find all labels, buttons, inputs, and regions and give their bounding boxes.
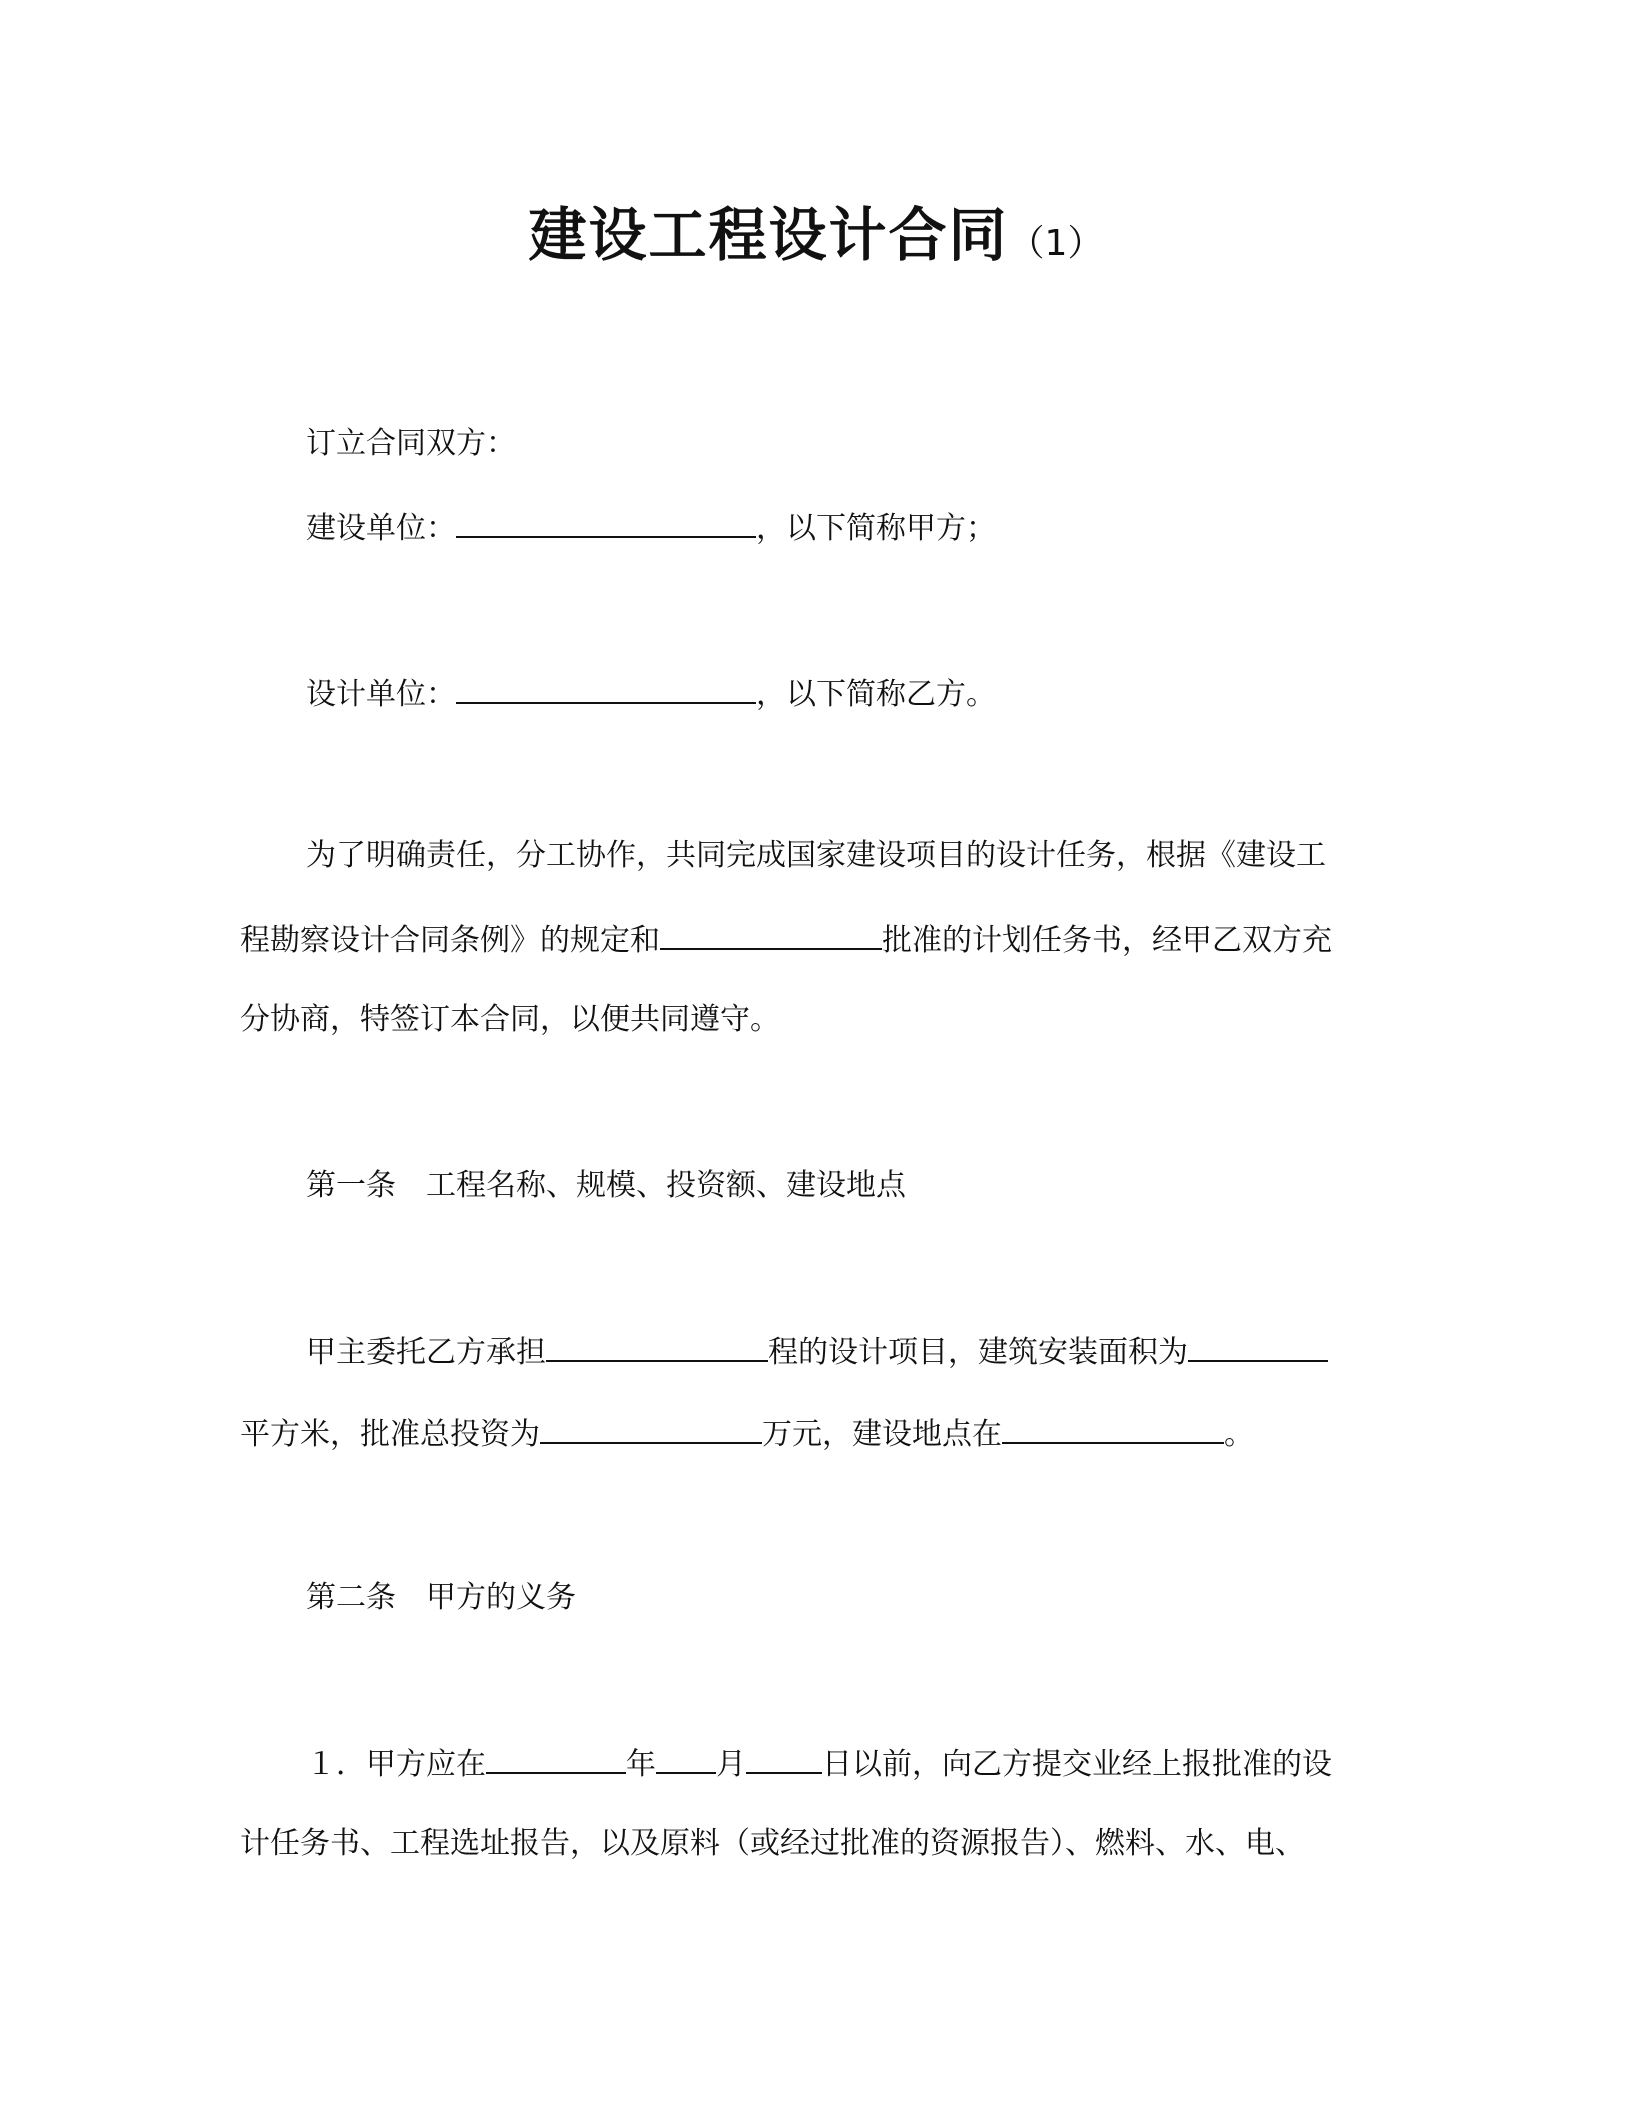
party-b-suffix: ，以下简称乙方。 <box>756 677 996 712</box>
investment-blank <box>540 1412 762 1444</box>
party-a-label: 建设单位： <box>306 511 456 546</box>
article-2-item-1a: １．甲方应在 <box>306 1747 486 1782</box>
preamble-line-2b: 批准的计划任务书，经甲乙双方充 <box>882 923 1332 958</box>
preamble-line-2 <box>240 918 1332 961</box>
party-a-blank <box>456 506 756 538</box>
preamble-line-3: 分协商，特签订本合同，以便共同遵守。 <box>240 1002 780 1037</box>
document-title-text: 建设工程设计合同 <box>528 201 1009 269</box>
article-1-heading: 第一条 工程名称、规模、投资额、建设地点 <box>306 1168 906 1203</box>
document-title-suffix: （1） <box>1008 223 1104 264</box>
approval-authority-blank <box>660 918 882 950</box>
party-b-line <box>306 672 996 715</box>
article-1-line-2a: 平方米，批准总投资为 <box>240 1417 540 1452</box>
article-2-item-1b: 年 <box>626 1747 656 1782</box>
article-2-item-1 <box>306 1742 1332 1785</box>
article-1-line-2c: 。 <box>1224 1417 1254 1452</box>
preamble-line-1: 为了明确责任，分工协作，共同完成国家建设项目的设计任务，根据《建设工 <box>306 838 1326 873</box>
location-blank <box>1002 1412 1224 1444</box>
preamble-line-2a: 程勘察设计合同条例》的规定和 <box>240 923 660 958</box>
article-1-line-1b: 程的设计项目，建筑安装面积为 <box>768 1335 1188 1370</box>
article-1-line-1a: 甲主委托乙方承担 <box>306 1335 546 1370</box>
party-b-blank <box>456 672 756 704</box>
document-title <box>0 188 1632 272</box>
year-blank <box>486 1742 626 1774</box>
article-1-line-1 <box>306 1330 1328 1373</box>
month-blank <box>656 1742 716 1774</box>
article-2-item-1d: 日以前，向乙方提交业经上报批准的设 <box>822 1747 1332 1782</box>
parties-heading: 订立合同双方： <box>306 426 516 461</box>
article-2-item-1-line-2: 计任务书、工程选址报告，以及原料（或经过批准的资源报告）、燃料、水、电、 <box>240 1826 1305 1861</box>
project-name-blank <box>546 1330 768 1362</box>
article-2-item-1c: 月 <box>716 1747 746 1782</box>
article-1-line-2b: 万元，建设地点在 <box>762 1417 1002 1452</box>
day-blank <box>746 1742 822 1774</box>
party-b-label: 设计单位： <box>306 677 456 712</box>
article-2-heading: 第二条 甲方的义务 <box>306 1580 576 1615</box>
area-blank <box>1188 1330 1328 1362</box>
party-a-line <box>306 506 996 549</box>
article-1-line-2 <box>240 1412 1254 1455</box>
party-a-suffix: ，以下简称甲方； <box>756 511 996 546</box>
